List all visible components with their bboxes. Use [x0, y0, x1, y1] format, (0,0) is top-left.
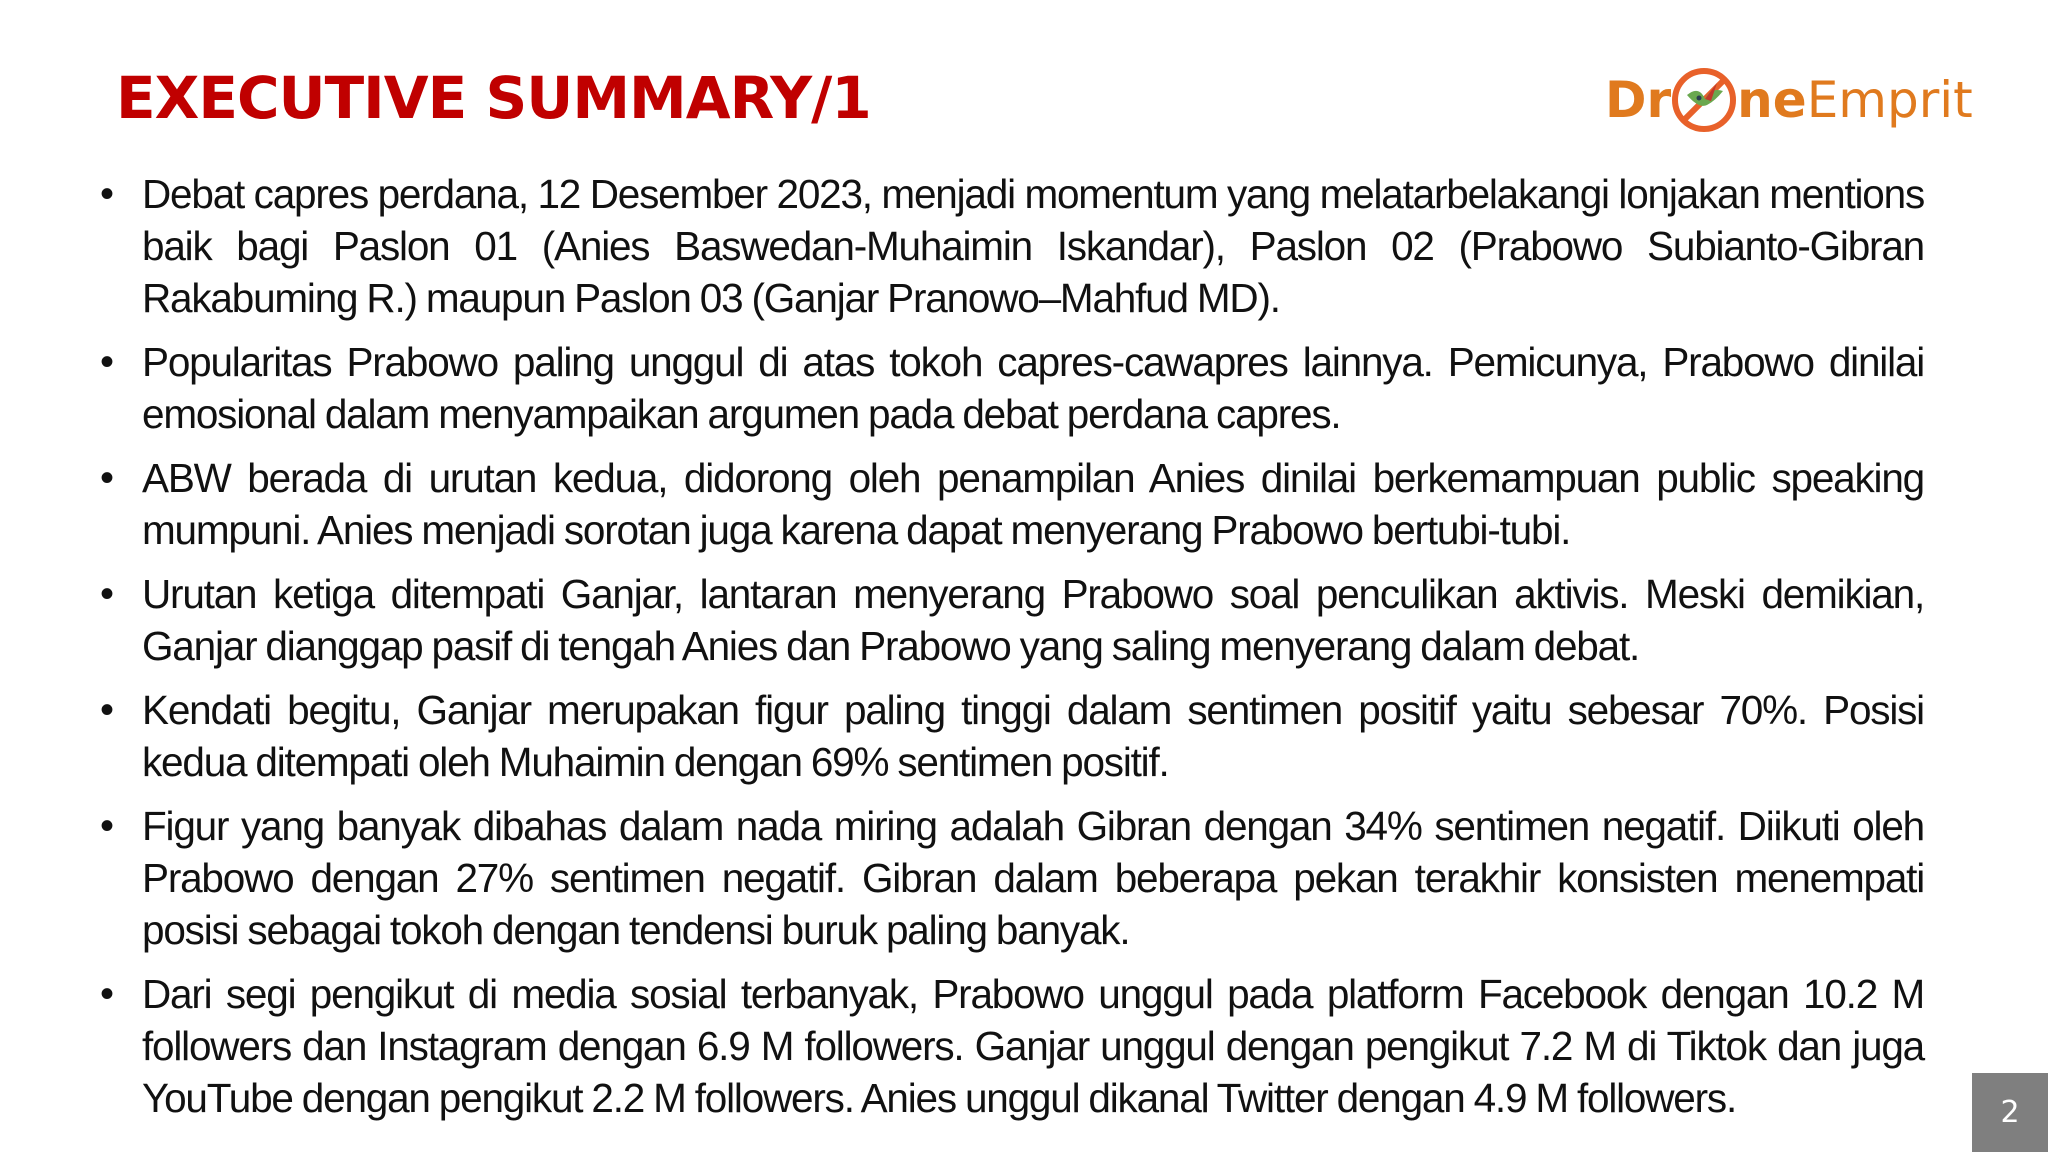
drone-bird-icon [1669, 65, 1739, 135]
bullet-text: ABW berada di urutan kedua, didorong oleh penampilan Anies dinilai berkemampuan public speaking mumpuni. Anies menjadi sorotan juga karena dapat menyerang Prabowo bertubi-tubi. [142, 455, 1924, 553]
bullet-text: Figur yang banyak dibahas dalam nada miring adalah Gibran dengan 34% sentimen negatif. Diikuti oleh Prabowo dengan 27% sentimen negatif. Gibran dalam beberapa pekan terakhir konsisten menempati posisi sebagai tokoh dengan tendensi buruk paling banyak. [142, 803, 1924, 953]
bullet-item [100, 968, 1924, 1124]
drone-emprit-logo [1605, 50, 1973, 150]
bullet-item [100, 800, 1924, 956]
logo-text-emprit: Emprit [1806, 71, 1973, 129]
bullet-text: Dari segi pengikut di media sosial terbanyak, Prabowo unggul pada platform Facebook dengan 10.2 M followers dan Instagram dengan 6.9 M followers. Ganjar unggul dengan pengikut 7.2 M di Tiktok dan juga YouTube dengan pengikut 2.2 M followers. Anies unggul dikanal Twitter dengan 4.9 M followers. [142, 971, 1924, 1121]
bullet-item [100, 452, 1924, 556]
bullet-marker: • [100, 340, 115, 384]
page-number-badge: 2 [1972, 1073, 2048, 1152]
bullet-marker: • [100, 572, 115, 616]
bullet-marker: • [100, 688, 115, 732]
bullet-marker: • [100, 804, 115, 848]
bullet-marker: • [100, 456, 115, 500]
bullet-item [100, 568, 1924, 672]
bullet-text: Popularitas Prabowo paling unggul di atas tokoh capres-cawapres lainnya. Pemicunya, Prabowo dinilai emosional dalam menyampaikan argumen pada debat perdana capres. [142, 339, 1924, 437]
bullet-text: Kendati begitu, Ganjar merupakan figur paling tinggi dalam sentimen positif yaitu sebesar 70%. Posisi kedua ditempati oleh Muhaimin dengan 69% sentimen positif. [142, 687, 1924, 785]
bullet-marker: • [100, 972, 115, 1016]
bullet-marker: • [100, 172, 115, 216]
bullet-item [100, 336, 1924, 440]
bullet-text: Urutan ketiga ditempati Ganjar, lantaran menyerang Prabowo soal penculikan aktivis. Meski demikian, Ganjar dianggap pasif di tengah Anies dan Prabowo yang saling menyerang dalam debat. [142, 571, 1924, 669]
slide-title: EXECUTIVE SUMMARY/1 [116, 64, 871, 132]
logo-text-ne: ne [1737, 71, 1807, 129]
summary-bullet-list [100, 168, 1924, 1136]
bullet-text: Debat capres perdana, 12 Desember 2023, menjadi momentum yang melatarbelakangi lonjakan mentions baik bagi Paslon 01 (Anies Baswedan-Muhaimin Iskandar), Paslon 02 (Prabowo Subianto-Gibran Rakabuming R.) maupun Paslon 03 (Ganjar Pranowo–Mahfud MD). [142, 171, 1924, 321]
logo-text-dr: Dr [1605, 71, 1672, 129]
bullet-item [100, 684, 1924, 788]
bullet-item [100, 168, 1924, 324]
